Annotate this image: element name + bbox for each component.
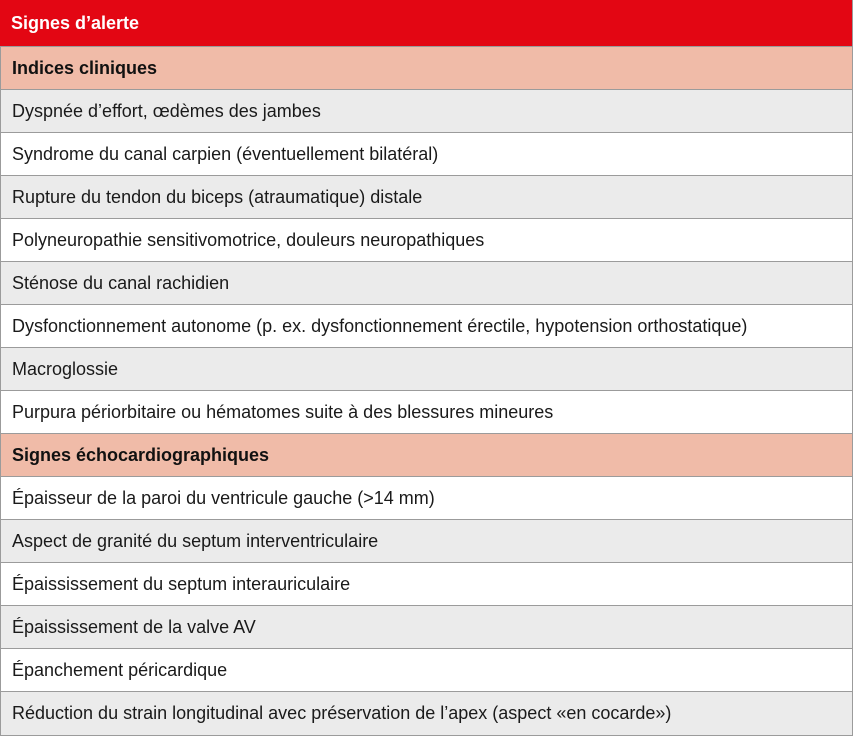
table-row: Dysfonctionnement autonome (p. ex. dysfonctionnement érectile, hypotension orthostatique) xyxy=(0,304,852,347)
table-row: Épaississement de la valve AV xyxy=(0,605,852,648)
table-row: Macroglossie xyxy=(0,347,852,390)
table-row: Épaississement du septum interauriculaire xyxy=(0,562,852,605)
table-row: Aspect de granité du septum interventriculaire xyxy=(0,519,852,562)
table-title: Signes d’alerte xyxy=(0,0,852,46)
table-row: Rupture du tendon du biceps (atraumatique) distale xyxy=(0,175,852,218)
table-row: Purpura périorbitaire ou hématomes suite à des blessures mineures xyxy=(0,390,852,433)
table-row: Sténose du canal rachidien xyxy=(0,261,852,304)
table-row: Dyspnée d’effort, œdèmes des jambes xyxy=(0,89,852,132)
section-heading-echocardiographic: Signes échocardiographiques xyxy=(0,433,852,476)
table-row: Syndrome du canal carpien (éventuellement bilatéral) xyxy=(0,132,852,175)
table-row: Épanchement péricardique xyxy=(0,648,852,691)
table-row: Réduction du strain longitudinal avec préservation de l’apex (aspect «en cocarde») xyxy=(0,691,852,735)
section-heading-clinical: Indices cliniques xyxy=(0,46,852,89)
table-row: Polyneuropathie sensitivomotrice, douleurs neuropathiques xyxy=(0,218,852,261)
table-row: Épaisseur de la paroi du ventricule gauche (>14 mm) xyxy=(0,476,852,519)
